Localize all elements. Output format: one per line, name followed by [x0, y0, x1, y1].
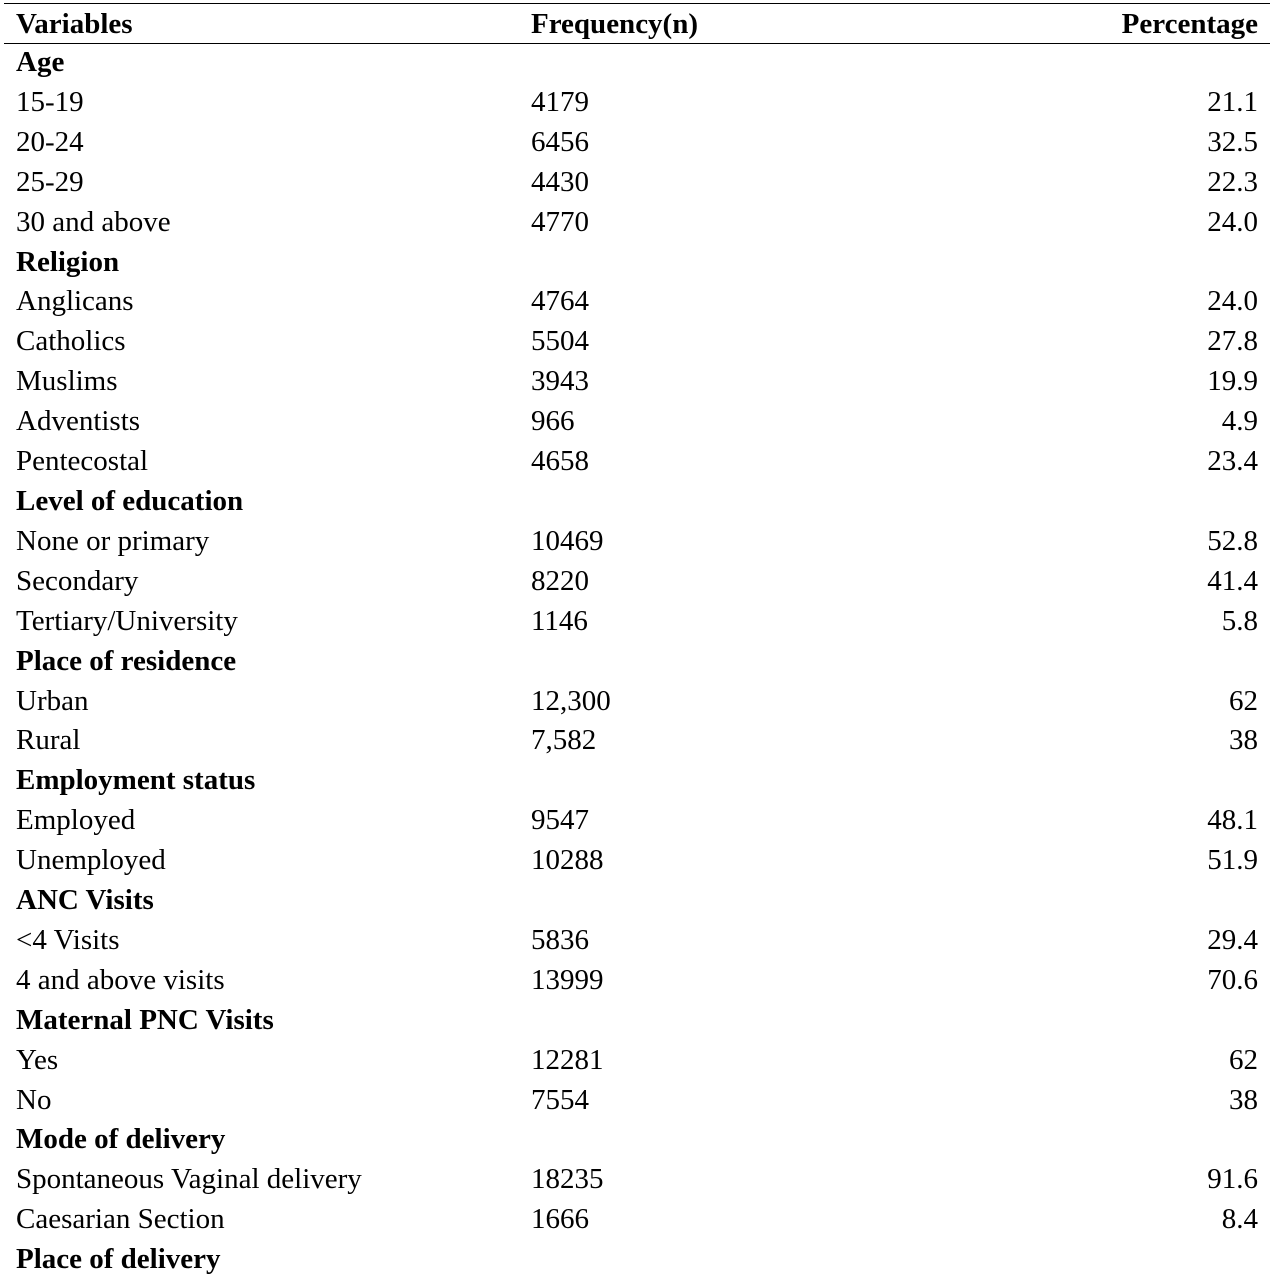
variable-cell: 25-29	[16, 165, 84, 198]
percentage-cell: 32.5	[1207, 125, 1258, 158]
frequency-cell: 4770	[531, 205, 589, 238]
variable-cell: Catholics	[16, 325, 126, 358]
section-empty-cell	[531, 1001, 1031, 1041]
frequency-cell: 12281	[531, 1043, 604, 1076]
section-empty-cell	[1031, 642, 1274, 682]
table-row	[0, 1041, 1274, 1081]
table-row	[0, 682, 1274, 722]
frequency-cell: 4430	[531, 165, 589, 198]
frequency-cell: 10288	[531, 844, 604, 877]
table-row	[0, 602, 1274, 642]
frequency-cell: 3943	[531, 365, 589, 398]
frequency-cell: 9547	[531, 804, 589, 837]
percentage-cell: 21.1	[1207, 85, 1258, 118]
variable-cell: Yes	[16, 1043, 59, 1076]
frequency-cell: 18235	[531, 1163, 604, 1196]
section-header-row	[0, 1240, 1274, 1280]
variable-cell: Unemployed	[16, 844, 166, 877]
table-body	[0, 43, 1274, 1280]
variable-cell: <4 Visits	[16, 923, 120, 956]
table-row	[0, 442, 1274, 482]
table-row	[0, 282, 1274, 322]
section-empty-cell	[531, 642, 1031, 682]
section-empty-cell	[531, 243, 1031, 283]
percentage-cell: 29.4	[1207, 923, 1258, 956]
variable-cell: Adventists	[16, 405, 141, 438]
table-header-rule	[4, 43, 1270, 44]
section-label: Age	[16, 46, 65, 78]
table-header-row	[0, 5, 1274, 43]
variable-cell: 20-24	[16, 125, 84, 158]
percentage-cell: 62	[1229, 684, 1258, 717]
frequency-cell: 10469	[531, 524, 604, 557]
table-top-rule	[4, 3, 1270, 4]
section-empty-cell	[531, 482, 1031, 522]
demographics-table	[0, 5, 1274, 1280]
percentage-cell: 4.9	[1221, 405, 1258, 438]
table-row	[0, 801, 1274, 841]
section-empty-cell	[531, 1240, 1031, 1280]
frequency-cell: 1666	[531, 1203, 589, 1236]
frequency-cell: 4179	[531, 85, 589, 118]
section-header-row	[0, 243, 1274, 283]
section-header-row	[0, 482, 1274, 522]
table-row	[0, 1200, 1274, 1240]
section-empty-cell	[1031, 761, 1274, 801]
percentage-cell: 24.0	[1207, 285, 1258, 318]
table-row	[0, 123, 1274, 163]
percentage-cell: 27.8	[1207, 325, 1258, 358]
percentage-cell: 62	[1229, 1043, 1258, 1076]
percentage-cell: 8.4	[1221, 1203, 1258, 1236]
variable-cell: Pentecostal	[16, 445, 149, 478]
percentage-cell: 23.4	[1207, 445, 1258, 478]
table-row	[0, 362, 1274, 402]
section-empty-cell	[1031, 881, 1274, 921]
section-label: ANC Visits	[16, 884, 154, 917]
section-empty-cell	[1031, 1120, 1274, 1160]
frequency-cell: 12,300	[531, 684, 611, 717]
section-label: Religion	[16, 245, 120, 278]
frequency-cell: 6456	[531, 125, 589, 158]
frequency-cell: 966	[531, 405, 575, 438]
section-label: Level of education	[16, 484, 244, 517]
percentage-cell: 5.8	[1221, 604, 1258, 637]
percentage-cell: 51.9	[1207, 844, 1258, 877]
variable-cell: Rural	[16, 724, 81, 757]
section-label: Mode of delivery	[16, 1123, 226, 1156]
section-header-row	[0, 642, 1274, 682]
section-empty-cell	[1031, 482, 1274, 522]
percentage-cell: 38	[1229, 1083, 1258, 1116]
section-empty-cell	[531, 761, 1031, 801]
table-row	[0, 402, 1274, 442]
table-row	[0, 322, 1274, 362]
frequency-cell: 5836	[531, 923, 589, 956]
percentage-cell: 91.6	[1207, 1163, 1258, 1196]
percentage-cell: 70.6	[1207, 963, 1258, 996]
table-row	[0, 163, 1274, 203]
table-row	[0, 1160, 1274, 1200]
section-label: Employment status	[16, 764, 256, 797]
variable-cell: Employed	[16, 804, 136, 837]
frequency-cell: 7,582	[531, 724, 597, 757]
table-row	[0, 1081, 1274, 1121]
header-variables: Variables	[16, 8, 133, 40]
variable-cell: None or primary	[16, 524, 210, 557]
frequency-cell: 4764	[531, 285, 589, 318]
percentage-cell: 48.1	[1207, 804, 1258, 837]
percentage-cell: 41.4	[1207, 564, 1258, 597]
section-label: Maternal PNC Visits	[16, 1003, 274, 1036]
header-percentage: Percentage	[1121, 8, 1258, 40]
variable-cell: 15-19	[16, 85, 84, 118]
section-empty-cell	[531, 1120, 1031, 1160]
frequency-cell: 7554	[531, 1083, 589, 1116]
frequency-cell: 8220	[531, 564, 589, 597]
table-row	[0, 961, 1274, 1001]
variable-cell: Spontaneous Vaginal delivery	[16, 1163, 362, 1196]
variable-cell: Tertiary/University	[16, 604, 238, 637]
section-header-row	[0, 761, 1274, 801]
section-label: Place of residence	[16, 644, 237, 677]
table-row	[0, 721, 1274, 761]
frequency-cell: 5504	[531, 325, 589, 358]
section-header-row	[0, 881, 1274, 921]
section-empty-cell	[1031, 1001, 1274, 1041]
section-empty-cell	[1031, 43, 1274, 83]
section-empty-cell	[531, 43, 1031, 83]
variable-cell: 30 and above	[16, 205, 171, 238]
table-row	[0, 921, 1274, 961]
table-row	[0, 203, 1274, 243]
table-row	[0, 562, 1274, 602]
frequency-cell: 1146	[531, 604, 588, 637]
percentage-cell: 24.0	[1207, 205, 1258, 238]
percentage-cell: 52.8	[1207, 524, 1258, 557]
section-empty-cell	[1031, 1240, 1274, 1280]
section-empty-cell	[531, 881, 1031, 921]
frequency-cell: 4658	[531, 445, 589, 478]
section-header-row	[0, 1001, 1274, 1041]
percentage-cell: 22.3	[1207, 165, 1258, 198]
table-row	[0, 83, 1274, 123]
variable-cell: Urban	[16, 684, 89, 717]
variable-cell: Muslims	[16, 365, 118, 398]
table-row	[0, 522, 1274, 562]
percentage-cell: 38	[1229, 724, 1258, 757]
variable-cell: Anglicans	[16, 285, 134, 318]
header-frequency: Frequency(n)	[531, 8, 699, 40]
section-header-row	[0, 43, 1274, 83]
frequency-cell: 13999	[531, 963, 604, 996]
section-header-row	[0, 1120, 1274, 1160]
section-empty-cell	[1031, 243, 1274, 283]
variable-cell: Secondary	[16, 564, 139, 597]
percentage-cell: 19.9	[1207, 365, 1258, 398]
variable-cell: Caesarian Section	[16, 1203, 225, 1236]
variable-cell: No	[16, 1083, 52, 1116]
section-label: Place of delivery	[16, 1243, 221, 1276]
table-row	[0, 841, 1274, 881]
variable-cell: 4 and above visits	[16, 963, 225, 996]
